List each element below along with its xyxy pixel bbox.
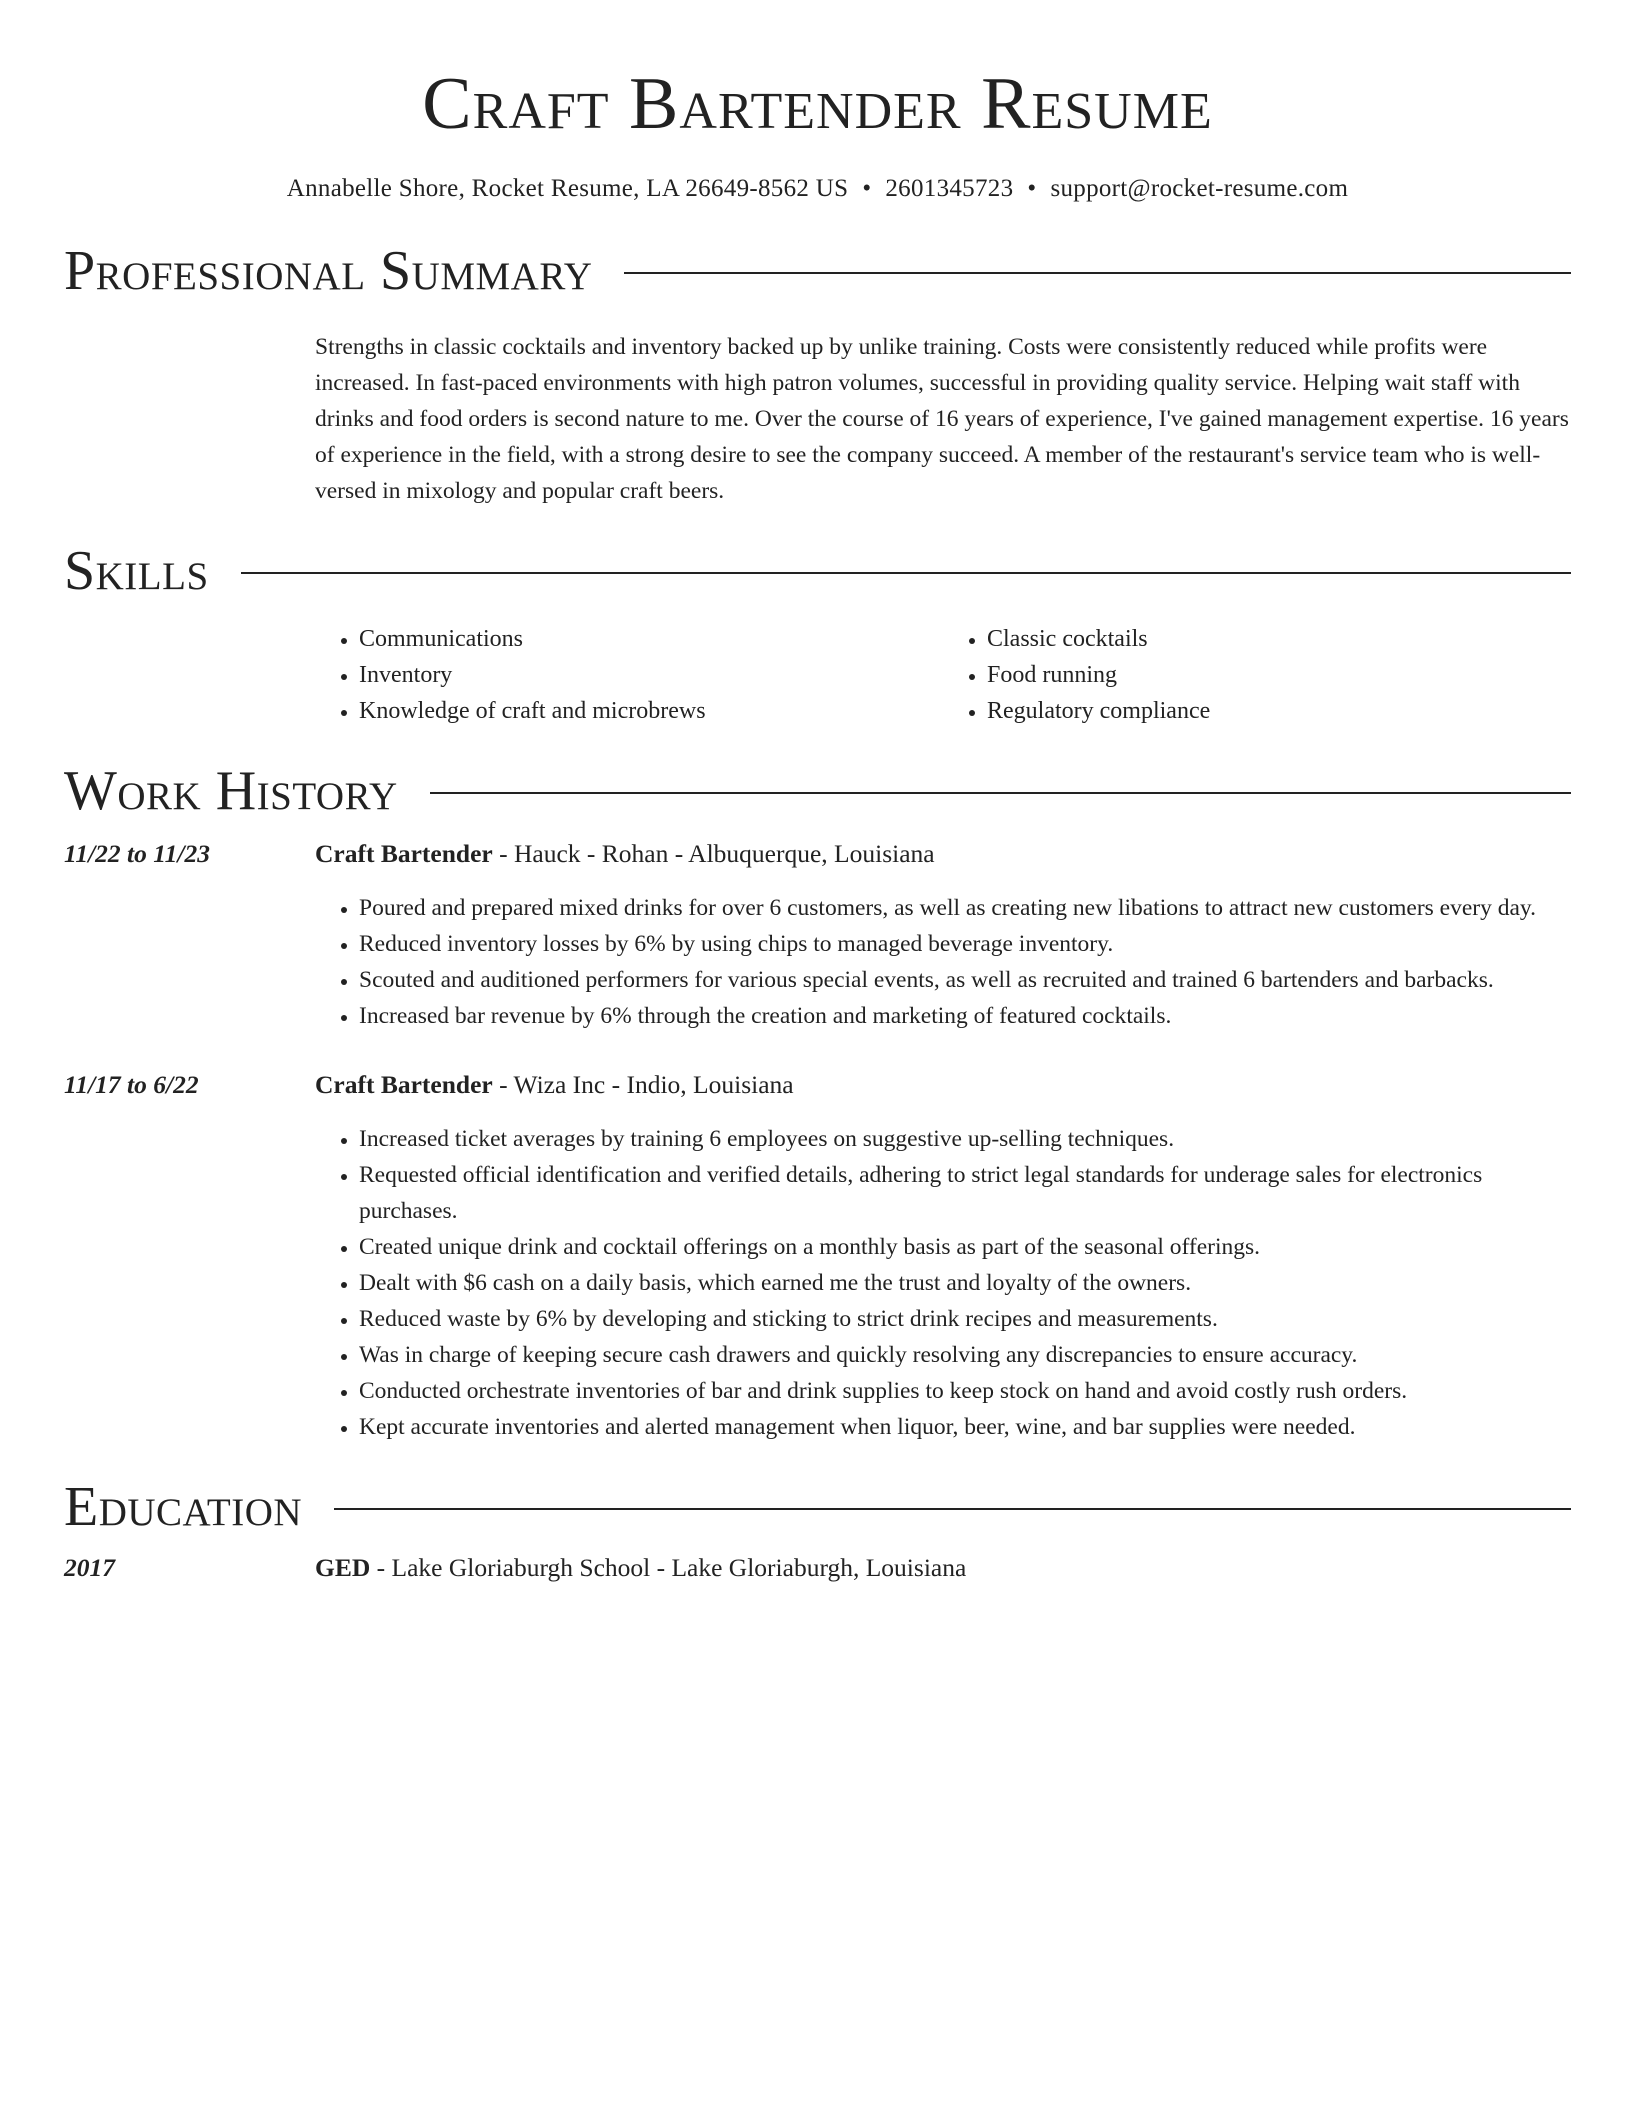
skills-heading: Skills	[64, 540, 209, 602]
skills-list	[315, 621, 1571, 729]
education-heading: Education	[64, 1476, 303, 1538]
section-divider	[430, 792, 1571, 794]
job-bullets	[315, 1121, 1571, 1445]
resume-page	[64, 0, 1571, 1586]
job-bullet: • Conducted orchestrate inventories of bar and drink supplies to keep stock on hand and avoid costly rush orders.	[359, 1373, 1571, 1409]
contact-separator: •	[1027, 175, 1037, 202]
education-degree: GED	[315, 1553, 371, 1582]
skills-column-right	[943, 621, 1571, 729]
skill-item: • Regulatory compliance	[987, 693, 1571, 729]
skills-column-left	[315, 621, 943, 729]
contact-email: support@rocket-resume.com	[1050, 175, 1349, 202]
section-divider	[334, 1508, 1571, 1510]
job-employer-location: - Hauck - Rohan - Albuquerque, Louisiana	[492, 839, 935, 868]
contact-address: Annabelle Shore, Rocket Resume, LA 26649-8562 US	[286, 175, 849, 202]
skill-item: • Food running	[987, 657, 1571, 693]
job-bullet: • Dealt with $6 cash on a daily basis, which earned me the trust and loyalty of the owners.	[359, 1265, 1571, 1301]
job-header	[64, 1067, 1571, 1103]
job-bullets	[315, 890, 1571, 1034]
education-entry	[64, 1550, 1571, 1586]
job-title: Craft Bartender	[315, 839, 493, 868]
job-entry	[64, 836, 1571, 1034]
job-bullet: • Kept accurate inventories and alerted management when liquor, beer, wine, and bar supplies were needed.	[359, 1409, 1571, 1445]
skill-item: • Knowledge of craft and microbrews	[359, 693, 943, 729]
job-bullet: • Reduced waste by 6% by developing and sticking to strict drink recipes and measurements.	[359, 1301, 1571, 1337]
job-header	[64, 836, 1571, 872]
summary-text: Strengths in classic cocktails and inventory backed up by unlike training. Costs were consistently reduced while profits were increased. In fast-paced environments with high patron volumes, successful in providing quality service. Helping wait staff with drinks and food orders is second nature to me. Over the course of 16 years of experience, I've gained management expertise. 16 years of experience in the field, with a strong desire to see the company succeed. A member of the restaurant's service team who is well-versed in mixology and popular craft beers.	[315, 334, 1569, 504]
section-divider	[624, 272, 1571, 274]
skills-section-header	[64, 539, 1571, 603]
job-dates: 11/17 to 6/22	[64, 1070, 199, 1099]
education-line	[315, 1550, 966, 1586]
work-section-header	[64, 759, 1571, 823]
job-bullet: • Created unique drink and cocktail offerings on a monthly basis as part of the seasonal offerings.	[359, 1229, 1571, 1265]
contact-line	[64, 174, 1571, 204]
job-bullet: • Reduced inventory losses by 6% by using chips to managed beverage inventory.	[359, 926, 1571, 962]
job-bullet: • Increased bar revenue by 6% through the creation and marketing of featured cocktails.	[359, 998, 1571, 1034]
job-bullet: • Increased ticket averages by training 6 employees on suggestive up-selling techniques.	[359, 1121, 1571, 1157]
skill-item: • Communications	[359, 621, 943, 657]
contact-separator: •	[862, 175, 872, 202]
job-bullet: • Poured and prepared mixed drinks for over 6 customers, as well as creating new libations to attract new customers every day.	[359, 890, 1571, 926]
job-title: Craft Bartender	[315, 1070, 493, 1099]
job-bullet: • Scouted and auditioned performers for various special events, as well as recruited and trained 6 bartenders and barbacks.	[359, 962, 1571, 998]
job-entry	[64, 1067, 1571, 1445]
section-divider	[241, 572, 1571, 574]
work-heading: Work History	[64, 760, 398, 822]
job-employer-location: - Wiza Inc - Indio, Louisiana	[492, 1070, 794, 1099]
contact-phone: 2601345723	[885, 175, 1014, 202]
job-dates: 11/22 to 11/23	[64, 839, 210, 868]
skill-item: • Classic cocktails	[987, 621, 1571, 657]
summary-section-header	[64, 239, 1571, 303]
resume-title: Craft Bartender Resume	[422, 63, 1213, 145]
job-bullet: • Was in charge of keeping secure cash drawers and quickly resolving any discrepancies to ensure accuracy.	[359, 1337, 1571, 1373]
education-section-header	[64, 1475, 1571, 1539]
job-bullet: • Requested official identification and verified details, adhering to strict legal standards for underage sales for electronics purchases.	[359, 1157, 1571, 1229]
skill-item: • Inventory	[359, 657, 943, 693]
education-year: 2017	[64, 1553, 115, 1582]
summary-heading: Professional Summary	[64, 240, 593, 302]
education-school-location: - Lake Gloriaburgh School - Lake Gloriaburgh, Louisiana	[370, 1553, 967, 1582]
job-heading-line	[315, 836, 935, 872]
job-heading-line	[315, 1067, 794, 1103]
